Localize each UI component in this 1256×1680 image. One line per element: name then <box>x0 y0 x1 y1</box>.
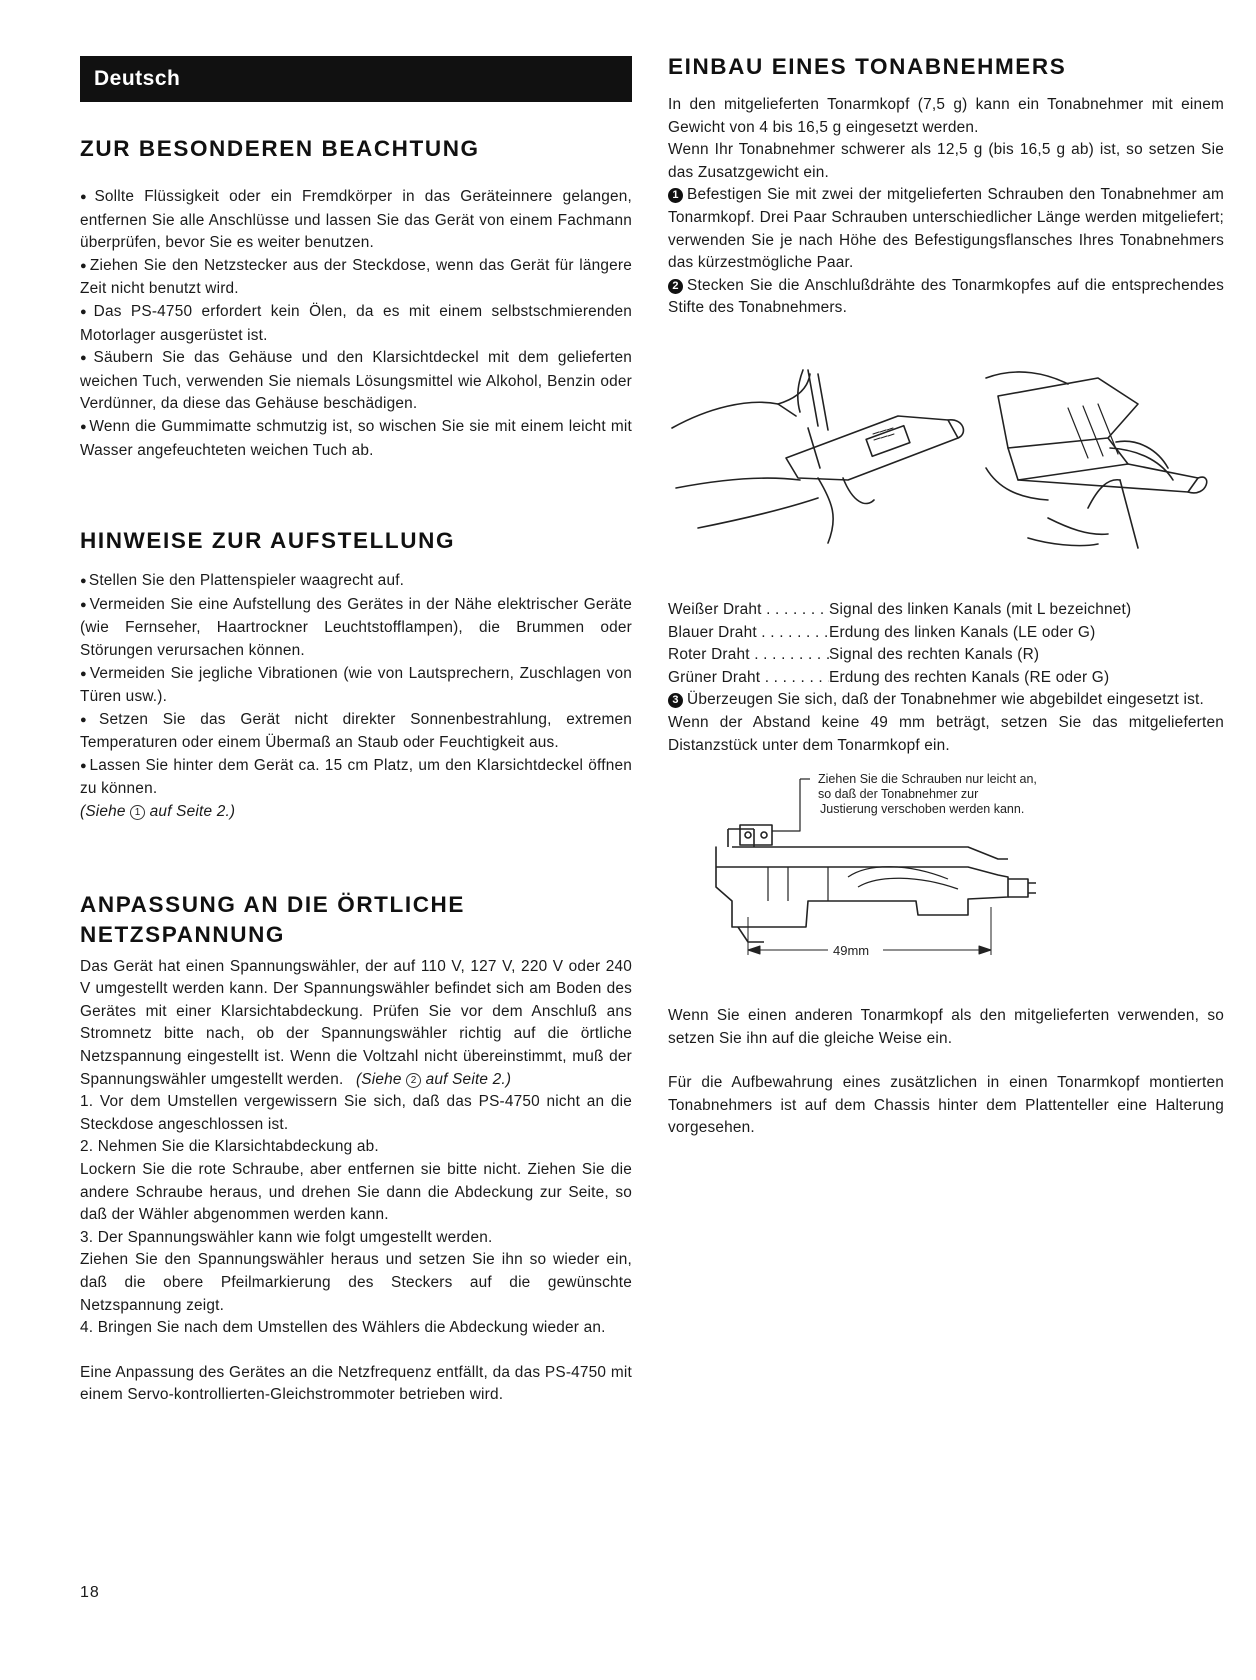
beachtung-item: ● Säubern Sie das Gehäuse und den Klarsichtdeckel mit dem gelieferten weichen Tuch, verwenden Sie niemals Lösungsmittel wie Alkohol, Benzin oder Verdünner, da diese das Gehäuse beschädigen. <box>80 347 632 416</box>
section-title-netzspannung: ANPASSUNG AN DIE ÖRTLICHE NETZSPANNUNG <box>80 891 466 947</box>
aufstellung-item: ● Setzen Sie das Gerät nicht direkter Sonnenbestrahlung, extremen Temperaturen oder einem Übermaß an Staub oder Feuchtigkeit aus. <box>80 709 632 755</box>
diagram-note: Justierung verschoben werden kann. <box>820 802 1025 817</box>
beachtung-item: ● Das PS-4750 erfordert kein Ölen, da es mit einem selbstschmierenden Motorlager ausgerüstet ist. <box>80 301 632 347</box>
step-number-badge: 1 <box>668 188 683 203</box>
other-headshell-note: Wenn Sie einen anderen Tonarmkopf als den mitgelieferten verwenden, so setzen Sie ihn auf die gleiche Weise ein. <box>668 1007 1224 1047</box>
ref-circle-number: 1 <box>130 805 145 820</box>
netzspannung-body <box>80 956 632 1407</box>
intro-weight: In den mitgelieferten Tonarmkopf (7,5 g) kann ein Tonabnehmer mit einem Gewicht von 4 bis 16,5 g eingesetzt werden. <box>668 96 1224 136</box>
step-4: 4. Bringen Sie nach dem Umstellen des Wählers die Abdeckung wieder an. <box>80 1319 606 1337</box>
wire-color-list <box>668 599 1224 757</box>
aufstellung-item: ● Vermeiden Sie eine Aufstellung des Gerätes in der Nähe elektrischer Geräte (wie Fernseher, Haartrockner Leuchtstofflampen), die Brummen oder Störungen verursachen können. <box>80 594 632 663</box>
intro-extra-weight: Wenn Ihr Tonabnehmer schwerer als 12,5 g (bis 16,5 g ab) ist, so setzen Sie das Zusatzgewicht ein. <box>668 141 1224 181</box>
beachtung-list <box>80 186 632 462</box>
diagram-note: Ziehen Sie die Schrauben nur leicht an, <box>818 772 1037 787</box>
install-step-2: 2 Stecken Sie die Anschlußdrähte des Tonarmkopfes auf die entsprechendes Stifte des Tonabnehmers. <box>668 276 1224 317</box>
page-reference: (Siehe 1 auf Seite 2.) <box>80 803 236 821</box>
right-column <box>668 52 1224 1140</box>
aufstellung-item: ● Vermeiden Sie jegliche Vibrationen (wie von Lautsprechern, Zuschlagen von Türen usw.). <box>80 663 632 709</box>
cartridge-outline <box>998 378 1138 448</box>
step-number-badge: 2 <box>668 279 683 294</box>
left-column <box>80 56 632 1407</box>
install-step-1: 1 Befestigen Sie mit zwei der mitgelieferten Schrauben den Tonabnehmer am Tonarmkopf. Drei Paar Schrauben unterschiedlicher Länge werden mitgeliefert; verwenden Sie je nach Höhe des Befestigungsflansches Ihres Tonabnehmers das kürzestmögliche Paar. <box>668 186 1224 272</box>
tonabnehmer-intro <box>668 94 1224 320</box>
aufstellung-list <box>80 570 632 824</box>
aufstellung-item: ● Stellen Sie den Plattenspieler waagrecht auf. <box>80 570 632 594</box>
hand-outline <box>672 402 796 428</box>
aufstellung-item: ● Lassen Sie hinter dem Gerät ca. 15 cm Platz, um den Klarsichtdeckel öffnen zu können. <box>80 755 632 801</box>
section-title-aufstellung: HINWEISE ZUR AUFSTELLUNG <box>80 528 456 554</box>
section-title-tonabnehmer: EINBAU EINES TONABNEHMERS <box>668 54 1067 79</box>
netzspannung-intro: Das Gerät hat einen Spannungswähler, der auf 110 V, 127 V, 220 V oder 240 V umgestellt werden kann. Der Spannungswähler befindet sich am Boden des Gerätes mit einer Klarsichtabdeckung. Prüfen Sie vor dem Anschluß ans Stromnetz bitte nach, ob der Spannungswähler richtig auf die örtliche Netzspannung eingestellt ist. Wenn die Voltzahl nicht übereinstimmt, muß der Spannungswähler umgestellt werden. (Siehe 2 auf Seite 2.) <box>80 957 632 1088</box>
wire-row: Blauer Draht . . . Erdung des linken Kanals (LE oder G) <box>668 622 1224 645</box>
headshell-dimension-diagram <box>668 767 1224 967</box>
headshell-outline <box>786 416 958 480</box>
step-3: 3. Der Spannungswähler kann wie folgt umgestellt werden. <box>80 1228 493 1246</box>
beachtung-item: ● Wenn die Gummimatte schmutzig ist, so wischen Sie sie mit einem leicht mit Wasser angefeuchteten weichen Tuch ab. <box>80 416 632 462</box>
storage-note: Für die Aufbewahrung eines zusätzlichen in einen Tonarmkopf montierten Tonabnehmers ist auf dem Chassis hinter dem Plattenteller eine Halterung vorgesehen. <box>668 1074 1224 1137</box>
closing-paragraphs <box>668 1005 1224 1140</box>
beachtung-item: ● Ziehen Sie den Netzstecker aus der Steckdose, wenn das Gerät für längere Zeit nicht benutzt wird. <box>80 255 632 301</box>
step-1: 1. Vor dem Umstellen vergewissern Sie sich, daß das PS-4750 nicht an die Steckdose angeschlossen ist. <box>80 1093 632 1133</box>
headshell-side-outline <box>716 847 1008 927</box>
page-number: 18 <box>80 1584 100 1601</box>
install-step-3: 3 Überzeugen Sie sich, daß der Tonabnehmer wie abgebildet eingesetzt ist. <box>668 689 1224 712</box>
beachtung-item: ● Sollte Flüssigkeit oder ein Fremdkörper in das Geräteinnere gelangen, entfernen Sie alle Anschlüsse und lassen Sie das Gerät von einem Fachmann überprüfen, bevor Sie es weiter benutzen. <box>80 186 632 255</box>
step-3-detail: Ziehen Sie den Spannungswähler heraus und setzen Sie ihn so wieder ein, daß die obere Pfeilmarkierung des Steckers auf die gewünschte Netzspannung zeigt. <box>80 1251 632 1314</box>
wire-row: Grüner Draht . . . Erdung des rechten Kanals (RE oder G) <box>668 667 1224 690</box>
wire-row: Roter Draht . . . Signal des rechten Kanals (R) <box>668 644 1224 667</box>
ref-circle-number: 2 <box>406 1073 421 1088</box>
section-title-beachtung: ZUR BESONDEREN BEACHTUNG <box>80 136 480 161</box>
language-tab: Deutsch <box>80 56 632 102</box>
wire-row: Weißer Draht . . . Signal des linken Kanals (mit L bezeichnet) <box>668 599 1224 622</box>
cartridge-mounting-illustration <box>668 368 1224 553</box>
step-2: 2. Nehmen Sie die Klarsichtabdeckung ab. <box>80 1138 379 1156</box>
step-2-detail: Lockern Sie die rote Schraube, aber entfernen sie bitte nicht. Ziehen Sie die andere Schraube heraus, und drehen Sie dann die Abdeckung zur Seite, so daß der Wähler abgenommen werden kann. <box>80 1161 632 1224</box>
dimension-label: 49mm <box>833 943 870 959</box>
diagram-note: so daß der Tonabnehmer zur <box>818 787 979 802</box>
step-number-badge: 3 <box>668 693 683 708</box>
install-step-3-detail: Wenn der Abstand keine 49 mm beträgt, setzen Sie das mitgelieferten Distanzstück unter dem Tonarmkopf ein. <box>668 713 1224 754</box>
frequency-note: Eine Anpassung des Gerätes an die Netzfrequenz entfällt, da das PS-4750 mit einem Servo-kontrollierten-Gleichstrommoter betrieben wird. <box>80 1363 632 1404</box>
